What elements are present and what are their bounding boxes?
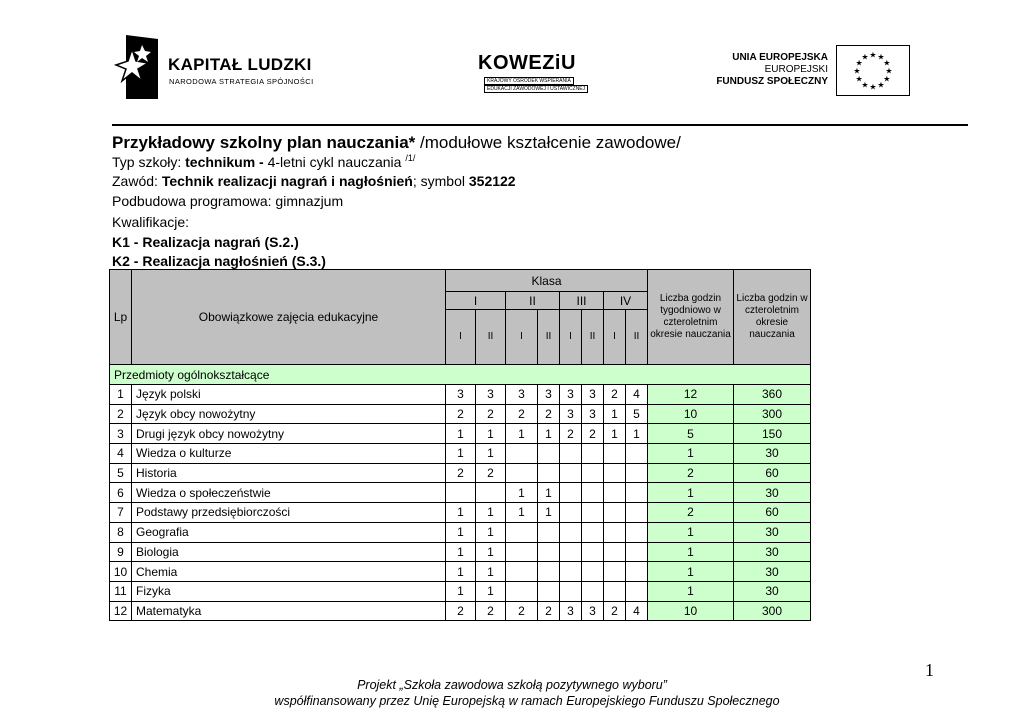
row-semester-hours (582, 542, 604, 562)
row-semester-hours (604, 463, 626, 483)
teaching-plan-table (109, 269, 811, 621)
row-weekly-hours: 12 (648, 385, 734, 405)
row-semester-hours (626, 503, 648, 523)
row-semester-hours: 1 (538, 424, 560, 444)
row-semester-hours (604, 483, 626, 503)
row-lp: 9 (110, 542, 132, 562)
kapital-ludzki-emblem-icon (112, 35, 158, 99)
row-semester-hours: 3 (506, 385, 538, 405)
row-semester-hours: 3 (582, 385, 604, 405)
row-weekly-hours: 1 (648, 522, 734, 542)
row-semester-hours: 1 (476, 542, 506, 562)
semester-header: II (538, 310, 560, 365)
col-weekly-header: Liczba godzin tygodniowo w czteroletnim okresie nauczania (648, 270, 734, 365)
row-subject: Wiedza o społeczeństwie (132, 483, 446, 503)
row-semester-hours (582, 463, 604, 483)
row-semester-hours (538, 463, 560, 483)
podbudowa-line: Podbudowa programowa: gimnazjum (112, 193, 344, 209)
eu-text (700, 52, 828, 88)
row-subject: Chemia (132, 562, 446, 582)
col-klasa-header: Klasa (446, 270, 648, 292)
eu-star-icon: ★ (877, 52, 885, 62)
row-semester-hours: 2 (446, 404, 476, 424)
row-semester-hours (538, 522, 560, 542)
eu-star-icon: ★ (855, 58, 863, 68)
title-suffix: /modułowe kształcenie zawodowe/ (415, 133, 681, 152)
row-semester-hours (604, 503, 626, 523)
row-lp: 8 (110, 522, 132, 542)
section-general: Przedmioty ogólnokształcące (110, 365, 811, 385)
row-subject: Język polski (132, 385, 446, 405)
row-total-hours: 30 (734, 542, 811, 562)
row-lp: 5 (110, 463, 132, 483)
row-semester-hours: 2 (506, 404, 538, 424)
semester-header: I (446, 310, 476, 365)
school-type-line (112, 153, 415, 170)
row-semester-hours: 4 (626, 601, 648, 621)
row-total-hours: 300 (734, 404, 811, 424)
row-semester-hours (560, 444, 582, 464)
row-semester-hours: 1 (476, 444, 506, 464)
eu-star-icon: ★ (883, 74, 891, 84)
table-row (110, 463, 811, 483)
row-semester-hours (506, 542, 538, 562)
eu-star-icon: ★ (883, 58, 891, 68)
table-row (110, 483, 811, 503)
row-total-hours: 150 (734, 424, 811, 444)
row-semester-hours (476, 483, 506, 503)
row-subject: Matematyka (132, 601, 446, 621)
row-semester-hours: 3 (560, 385, 582, 405)
row-weekly-hours: 2 (648, 463, 734, 483)
school-type-footnote: /1/ (405, 153, 416, 163)
row-semester-hours: 3 (560, 404, 582, 424)
profession-value: Technik realizacji nagrań i nagłośnień (161, 173, 413, 189)
row-semester-hours (626, 483, 648, 503)
row-weekly-hours: 1 (648, 562, 734, 582)
qualification-k2: K2 - Realizacja nagłośnień (S.3.) (112, 253, 326, 269)
row-semester-hours (604, 562, 626, 582)
row-semester-hours (538, 562, 560, 582)
row-semester-hours: 1 (506, 483, 538, 503)
row-weekly-hours: 2 (648, 503, 734, 523)
kapital-ludzki-logo (112, 35, 322, 99)
row-weekly-hours: 10 (648, 404, 734, 424)
col-subject-header: Obowiązkowe zajęcia edukacyjne (132, 270, 446, 365)
row-semester-hours: 1 (476, 522, 506, 542)
row-subject: Biologia (132, 542, 446, 562)
row-semester-hours (560, 522, 582, 542)
col-total-header: Liczba godzin w czteroletnim okresie nauczania (734, 270, 811, 365)
row-semester-hours (626, 463, 648, 483)
row-weekly-hours: 1 (648, 581, 734, 601)
table-row (110, 424, 811, 444)
class-header: IV (604, 292, 648, 310)
row-semester-hours: 5 (626, 404, 648, 424)
row-semester-hours: 1 (476, 503, 506, 523)
row-semester-hours (582, 581, 604, 601)
table-row (110, 503, 811, 523)
row-semester-hours: 1 (446, 424, 476, 444)
row-semester-hours: 1 (476, 562, 506, 582)
row-semester-hours: 1 (506, 424, 538, 444)
table-row (110, 562, 811, 582)
row-semester-hours (560, 463, 582, 483)
row-semester-hours: 2 (538, 601, 560, 621)
page-title (112, 133, 681, 153)
row-semester-hours: 1 (538, 483, 560, 503)
row-lp: 7 (110, 503, 132, 523)
row-semester-hours (626, 581, 648, 601)
eu-line-2: EUROPEJSKI (764, 64, 828, 75)
row-subject: Wiedza o kulturze (132, 444, 446, 464)
row-total-hours: 30 (734, 581, 811, 601)
row-semester-hours: 2 (476, 601, 506, 621)
qualification-k1: K1 - Realizacja nagrań (S.2.) (112, 234, 299, 250)
row-semester-hours (626, 444, 648, 464)
row-weekly-hours: 1 (648, 444, 734, 464)
row-total-hours: 30 (734, 522, 811, 542)
row-semester-hours (538, 581, 560, 601)
row-semester-hours (582, 522, 604, 542)
class-header: I (446, 292, 506, 310)
row-semester-hours (626, 542, 648, 562)
row-subject: Język obcy nowożytny (132, 404, 446, 424)
eu-star-icon: ★ (861, 52, 869, 62)
row-semester-hours: 2 (538, 404, 560, 424)
row-semester-hours: 2 (446, 601, 476, 621)
row-semester-hours (506, 444, 538, 464)
row-semester-hours: 1 (626, 424, 648, 444)
row-semester-hours (506, 581, 538, 601)
row-semester-hours: 1 (446, 581, 476, 601)
semester-header: I (560, 310, 582, 365)
row-subject: Historia (132, 463, 446, 483)
row-weekly-hours: 1 (648, 483, 734, 503)
row-semester-hours: 3 (560, 601, 582, 621)
row-semester-hours (582, 444, 604, 464)
qualifications-heading: Kwalifikacje: (112, 214, 190, 230)
row-semester-hours (582, 483, 604, 503)
profession-line (112, 173, 516, 189)
school-type-cycle: 4-letni cykl nauczania (263, 154, 402, 170)
row-semester-hours (560, 542, 582, 562)
row-subject: Geografia (132, 522, 446, 542)
row-semester-hours (604, 542, 626, 562)
table-row (110, 522, 811, 542)
row-lp: 1 (110, 385, 132, 405)
row-total-hours: 30 (734, 562, 811, 582)
row-semester-hours: 1 (446, 542, 476, 562)
row-lp: 4 (110, 444, 132, 464)
row-semester-hours: 1 (446, 562, 476, 582)
row-semester-hours: 4 (626, 385, 648, 405)
class-header: III (560, 292, 604, 310)
row-semester-hours: 1 (446, 444, 476, 464)
semester-header: II (476, 310, 506, 365)
row-weekly-hours: 5 (648, 424, 734, 444)
profession-label: Zawód: (112, 173, 162, 189)
row-semester-hours: 2 (446, 463, 476, 483)
row-semester-hours: 3 (582, 404, 604, 424)
header-divider (112, 124, 968, 126)
row-semester-hours (538, 444, 560, 464)
table-row (110, 385, 811, 405)
row-semester-hours (604, 581, 626, 601)
row-subject: Fizyka (132, 581, 446, 601)
school-type-value: technikum - (185, 154, 264, 170)
row-semester-hours (626, 522, 648, 542)
row-semester-hours: 3 (538, 385, 560, 405)
row-semester-hours: 1 (538, 503, 560, 523)
row-semester-hours (506, 463, 538, 483)
kowezu-wordmark: KOWEZiU (478, 52, 576, 74)
row-semester-hours: 2 (604, 601, 626, 621)
profession-symbol: 352122 (468, 173, 516, 189)
title-main: Przykładowy szkolny plan nauczania* (112, 133, 416, 152)
row-semester-hours: 1 (604, 424, 626, 444)
row-weekly-hours: 10 (648, 601, 734, 621)
row-semester-hours: 2 (560, 424, 582, 444)
profession-symbol-label: ; symbol (412, 173, 469, 189)
row-subject: Podstawy przedsiębiorczości (132, 503, 446, 523)
row-lp: 11 (110, 581, 132, 601)
kowezu-subline-2: EDUKACJI ZAWODOWEJ I USTAWICZNEJ (484, 85, 588, 93)
row-semester-hours (604, 444, 626, 464)
table-row (110, 444, 811, 464)
row-lp: 6 (110, 483, 132, 503)
row-total-hours: 30 (734, 444, 811, 464)
row-lp: 12 (110, 601, 132, 621)
row-semester-hours (560, 483, 582, 503)
row-semester-hours (506, 562, 538, 582)
row-semester-hours: 1 (446, 503, 476, 523)
row-total-hours: 360 (734, 385, 811, 405)
row-semester-hours (446, 483, 476, 503)
eu-star-icon: ★ (855, 74, 863, 84)
row-semester-hours: 1 (476, 581, 506, 601)
eu-star-icon: ★ (885, 66, 893, 76)
row-semester-hours (538, 542, 560, 562)
col-lp-header: Lp (110, 270, 132, 365)
row-semester-hours: 2 (582, 424, 604, 444)
eu-star-icon: ★ (869, 50, 877, 60)
row-semester-hours: 2 (506, 601, 538, 621)
table-row (110, 542, 811, 562)
row-lp: 10 (110, 562, 132, 582)
row-semester-hours: 1 (446, 522, 476, 542)
kowezu-subline-1: KRAJOWY OŚRODEK WSPIERANIA (484, 77, 574, 85)
eu-line-3: FUNDUSZ SPOŁECZNY (716, 76, 828, 87)
row-semester-hours: 2 (476, 463, 506, 483)
class-header: II (506, 292, 560, 310)
semester-header: I (604, 310, 626, 365)
table-row (110, 601, 811, 621)
row-semester-hours: 1 (506, 503, 538, 523)
semester-header: II (582, 310, 604, 365)
eu-star-icon: ★ (853, 66, 861, 76)
table-row (110, 581, 811, 601)
eu-star-icon: ★ (877, 80, 885, 90)
eu-line-1: UNIA EUROPEJSKA (732, 52, 828, 63)
footer-project: Projekt „Szkoła zawodowa szkołą pozytywnego wyboru” (357, 678, 667, 692)
row-semester-hours (506, 522, 538, 542)
row-semester-hours (560, 562, 582, 582)
table-row (110, 404, 811, 424)
row-subject: Drugi język obcy nowożytny (132, 424, 446, 444)
row-total-hours: 60 (734, 463, 811, 483)
row-semester-hours: 2 (476, 404, 506, 424)
row-lp: 2 (110, 404, 132, 424)
page-number: 1 (925, 660, 934, 680)
row-semester-hours (604, 522, 626, 542)
eu-star-icon: ★ (869, 82, 877, 92)
row-semester-hours (626, 562, 648, 582)
row-semester-hours: 1 (604, 404, 626, 424)
row-semester-hours: 3 (582, 601, 604, 621)
row-total-hours: 60 (734, 503, 811, 523)
eu-star-icon: ★ (861, 80, 869, 90)
footer-funding: współfinansowany przez Unię Europejską w ramach Europejskiego Funduszu Społecznego (274, 694, 780, 708)
row-total-hours: 30 (734, 483, 811, 503)
semester-header: I (506, 310, 538, 365)
row-semester-hours (560, 503, 582, 523)
row-weekly-hours: 1 (648, 542, 734, 562)
semester-header: II (626, 310, 648, 365)
row-semester-hours (582, 503, 604, 523)
row-semester-hours: 1 (476, 424, 506, 444)
kowezu-logo (478, 44, 594, 96)
row-total-hours: 300 (734, 601, 811, 621)
kl-subtitle: NARODOWA STRATEGIA SPÓJNOŚCI (169, 77, 314, 86)
row-semester-hours: 3 (446, 385, 476, 405)
row-semester-hours (560, 581, 582, 601)
eu-flag-icon (836, 45, 910, 96)
row-lp: 3 (110, 424, 132, 444)
row-semester-hours: 2 (604, 385, 626, 405)
row-semester-hours (582, 562, 604, 582)
row-semester-hours: 3 (476, 385, 506, 405)
kl-title: KAPITAŁ LUDZKI (168, 55, 312, 74)
school-type-label: Typ szkoły: (112, 154, 186, 170)
